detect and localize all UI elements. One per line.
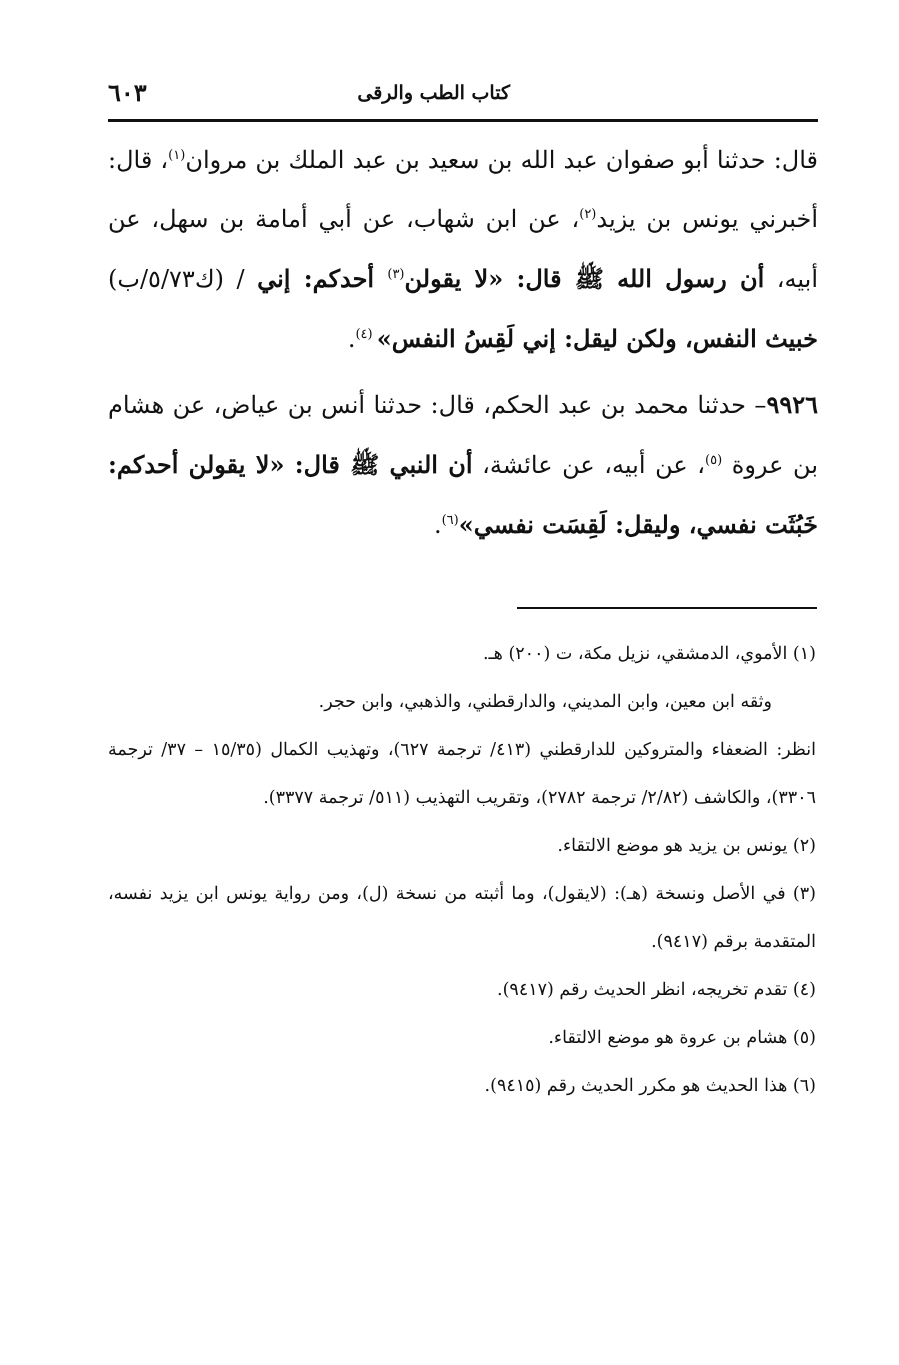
running-header	[108, 78, 816, 116]
footnote-marker: (٢)	[579, 207, 597, 222]
footnote-marker: (٣)	[387, 267, 405, 282]
footnote-4: (٤) تقدم تخريجه، انظر الحديث رقم (٩٤١٧).	[497, 980, 816, 1000]
manuscript-folio-reference: / (ك٥/٧٣/ب)	[108, 265, 258, 293]
footnote-marker: (٥)	[705, 453, 723, 468]
text-run: ، عن أبيه، عن عائشة،	[472, 451, 706, 479]
footnote-3: (٣) في الأصل ونسخة (هـ): (لايقول)، وما أثبته من نسخة (ل)، ومن رواية يونس ابن يزيد نفسه، المتقدمة برقم (٩٤١٧).	[108, 884, 816, 952]
text-run: ، عن ابن شهاب، عن أبي أمامة بن سهل، عن أبيه،	[108, 205, 818, 293]
main-text	[108, 131, 818, 555]
hadith-matn-bold: أن النبي ﷺ قال: «لا يقولن أحدكم: خَبُثَت نفسي، وليقل: لَقِسَت نفسي»	[108, 450, 818, 539]
footnote-6: (٦) هذا الحديث هو مكرر الحديث رقم (٩٤١٥).	[484, 1076, 816, 1096]
footnote-1: (١) الأموي، الدمشقي، نزيل مكة، ت (٢٠٠) هـ.	[482, 644, 816, 664]
footnote-marker: (١)	[168, 148, 186, 163]
text-run: ، قال: أخبرني يونس بن يزيد	[108, 146, 818, 233]
footnote-1-continuation: وثقه ابن معين، وابن المديني، والدارقطني، والذهبي، وابن حجر.	[318, 692, 772, 712]
hadith-number: ٩٩٢٦	[766, 390, 818, 419]
text-run: .	[347, 325, 356, 353]
hadith-matn-bold: أن رسول الله ﷺ قال: «لا يقولن	[404, 264, 765, 293]
text-run: .	[433, 511, 442, 539]
footnote-marker: (٤)	[355, 327, 377, 342]
running-header-title: كتاب الطب والرقى	[357, 82, 510, 104]
header-rule	[108, 119, 818, 122]
footnote-separator	[517, 607, 817, 609]
footnote-5: (٥) هشام بن عروة هو موضع الالتقاء.	[548, 1028, 816, 1048]
footnotes	[108, 630, 816, 1110]
page-number: ٦٠٣	[108, 78, 147, 107]
footnote-1-references: انظر: الضعفاء والمتروكين للدارقطني (٤١٣/ ترجمة ٦٢٧)، وتهذيب الكمال (١٥/٣٥ – ٣٧/ ترجمة ٣٣٠٦)، والكاشف (٢/٨٢/ ترجمة ٢٧٨٢)، وتقريب التهذيب (٥١١/ ترجمة ٣٣٧٧).	[108, 740, 816, 808]
hadith-paragraph-continued	[108, 131, 818, 369]
hadith-matn-bold: أحدكم: إني	[257, 264, 388, 293]
footnote-2: (٢) يونس بن يزيد هو موضع الالتقاء.	[557, 836, 816, 856]
text-run: قال: حدثنا أبو صفوان عبد الله بن سعيد بن عبد الملك بن مروان	[185, 146, 819, 174]
hadith-matn-bold: خبيث النفس، ولكن ليقل: إني لَقِسُ النفس»	[376, 324, 818, 353]
footnote-marker: (٦)	[441, 513, 459, 528]
hadith-paragraph-9926	[108, 375, 818, 555]
text-run: – حدثنا محمد بن عبد الحكم، قال: حدثنا أنس بن عياض، عن هشام بن عروة	[108, 391, 819, 479]
